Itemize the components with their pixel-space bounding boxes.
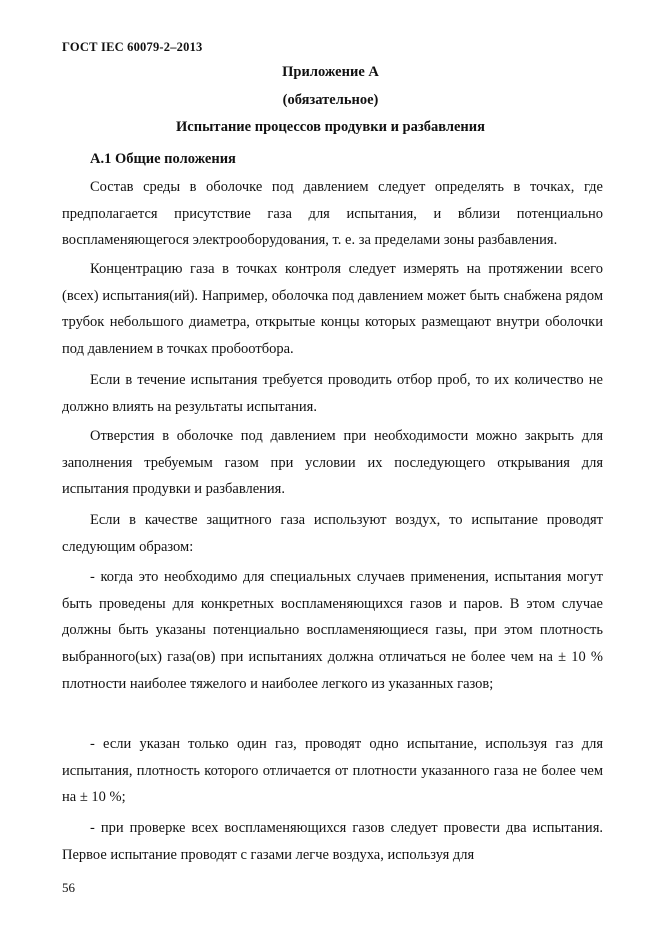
list-item-all-gases: - при проверке всех воспламеняющихся газов следует провести два испытания. Первое испытание проводят с газами легче воздуха, используя для bbox=[62, 820, 603, 863]
annex-heading: Испытание процессов продувки и разбавления bbox=[176, 119, 485, 135]
paragraph-4: Отверстия в оболочке под давлением при необходимости можно закрыть для заполнения требуемым газом при условии их последующего открывания для испытания продувки и разбавления. bbox=[62, 428, 603, 498]
document-standard-header: ГОСТ IEC 60079-2–2013 bbox=[62, 40, 203, 54]
paragraph-3: Если в течение испытания требуется проводить отбор проб, то их количество не должно влиять на результаты испытания. bbox=[62, 372, 603, 415]
paragraph-2: Концентрацию газа в точках контроля следует измерять на протяжении всего (всех) испытания(ий). Например, оболочка под давлением может быть снабжена рядом трубок небольшого диаметра, открытые концы которых размещают внутри оболочки под давлением в точках пробоотбора. bbox=[62, 261, 603, 358]
page-number: 56 bbox=[62, 880, 75, 895]
annex-title: Приложение A bbox=[282, 64, 379, 80]
paragraph-1: Состав среды в оболочке под давлением следует определять в точках, где предполагается присутствие газа для испытания, и вблизи потенциально воспламеняющегося электрооборудования, т. е. за пределами зоны разбавления. bbox=[62, 179, 603, 249]
paragraph-5: Если в качестве защитного газа используют воздух, то испытание проводят следующим образом: bbox=[62, 512, 603, 555]
list-item-specific-gases: - когда это необходимо для специальных случаев применения, испытания могут быть проведены для конкретных воспламеняющихся газов и паров. В этом случае должны быть указаны потенциально воспламеняющиеся газы, при этом плотность выбранного(ых) газа(ов) при испытаниях должна отличаться не более чем на ± 10 % плотности наиболее тяжелого и наиболее легкого из указанных газов; bbox=[62, 569, 603, 692]
annex-status: (обязательное) bbox=[282, 92, 379, 108]
list-item-single-gas: - если указан только один газ, проводят одно испытание, используя газ для испытания, плотность которого отличается от плотности указанного газа не более чем на ± 10 %; bbox=[62, 736, 603, 806]
section-title: A.1 Общие положения bbox=[90, 151, 236, 167]
